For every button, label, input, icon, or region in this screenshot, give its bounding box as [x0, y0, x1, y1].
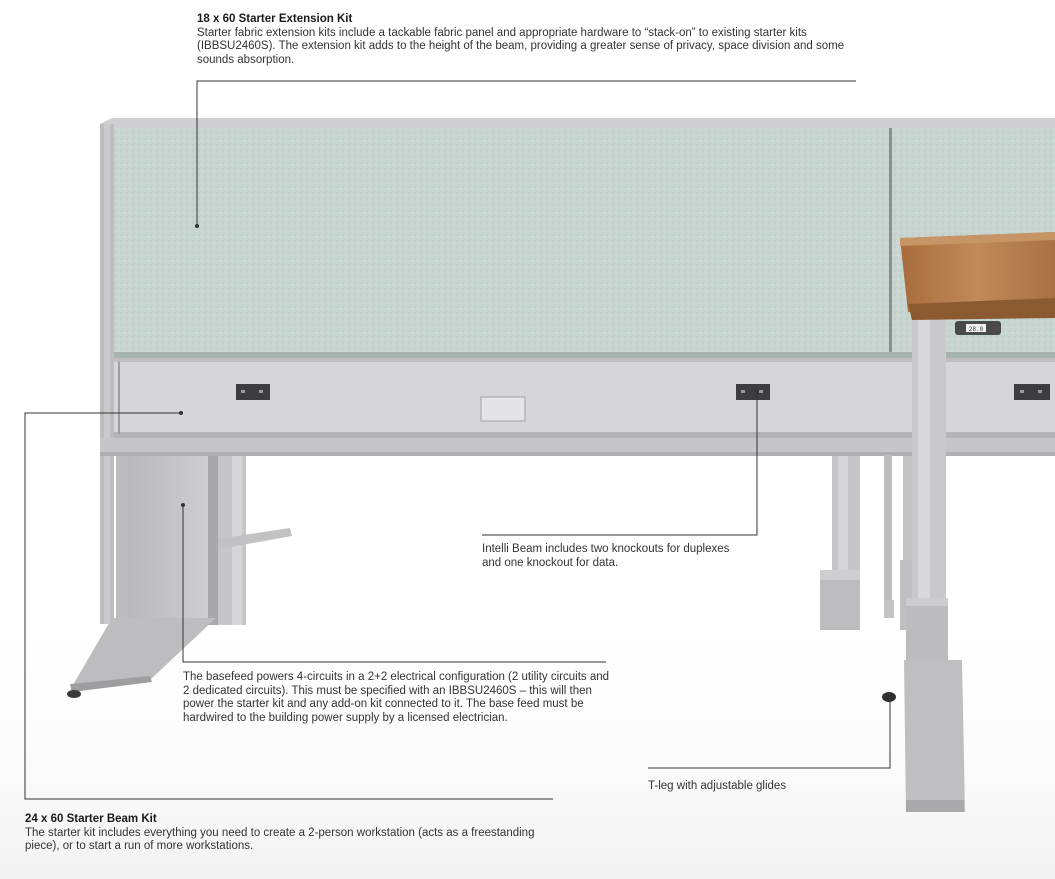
- duplex-outlet-1: [236, 384, 270, 400]
- callout-knockouts-body: Intelli Beam includes two knockouts for duplexes and one knockout for data.: [482, 543, 730, 569]
- callout-extension-kit: [197, 13, 857, 67]
- callout-beam-kit: [25, 813, 565, 854]
- callout-extension-kit-title: 18 x 60 Starter Extension Kit: [197, 13, 353, 25]
- callout-beam-kit-body: The starter kit includes everything you need to create a 2-person workstation (acts as a freestanding piece), or to start a run of more workstations.: [25, 826, 535, 852]
- callout-tleg: [648, 780, 868, 794]
- duplex-outlet-3: [1014, 384, 1050, 400]
- callout-beam-kit-title: 24 x 60 Starter Beam Kit: [25, 813, 157, 825]
- desk-keypad-display: 28.0: [968, 326, 984, 333]
- callout-basefeed: [183, 671, 613, 725]
- callout-tleg-body: T-leg with adjustable glides: [648, 780, 787, 792]
- callout-extension-kit-body: Starter fabric extension kits include a tackable fabric panel and appropriate hardware to “stack-on” to existing starter kits (IBBSU2460S). The extension kit adds to the height of the beam, providing a greater sense of privacy, space division and some sounds absorption.: [197, 26, 845, 66]
- callout-basefeed-body: The basefeed powers 4-circuits in a 2+2 electrical configuration (2 utility circuits and 2 dedicated circuits). This must be specified with an IBBSU2460S – this will then power the starter kit and any add-on kit connected to it. The base feed must be hardwired to the building power supply by a licensed electrician.: [183, 671, 610, 724]
- duplex-outlet-2: [736, 384, 770, 400]
- callout-knockouts: [482, 543, 742, 570]
- fabric-panel-left: [114, 128, 889, 358]
- data-knockout: [481, 397, 525, 421]
